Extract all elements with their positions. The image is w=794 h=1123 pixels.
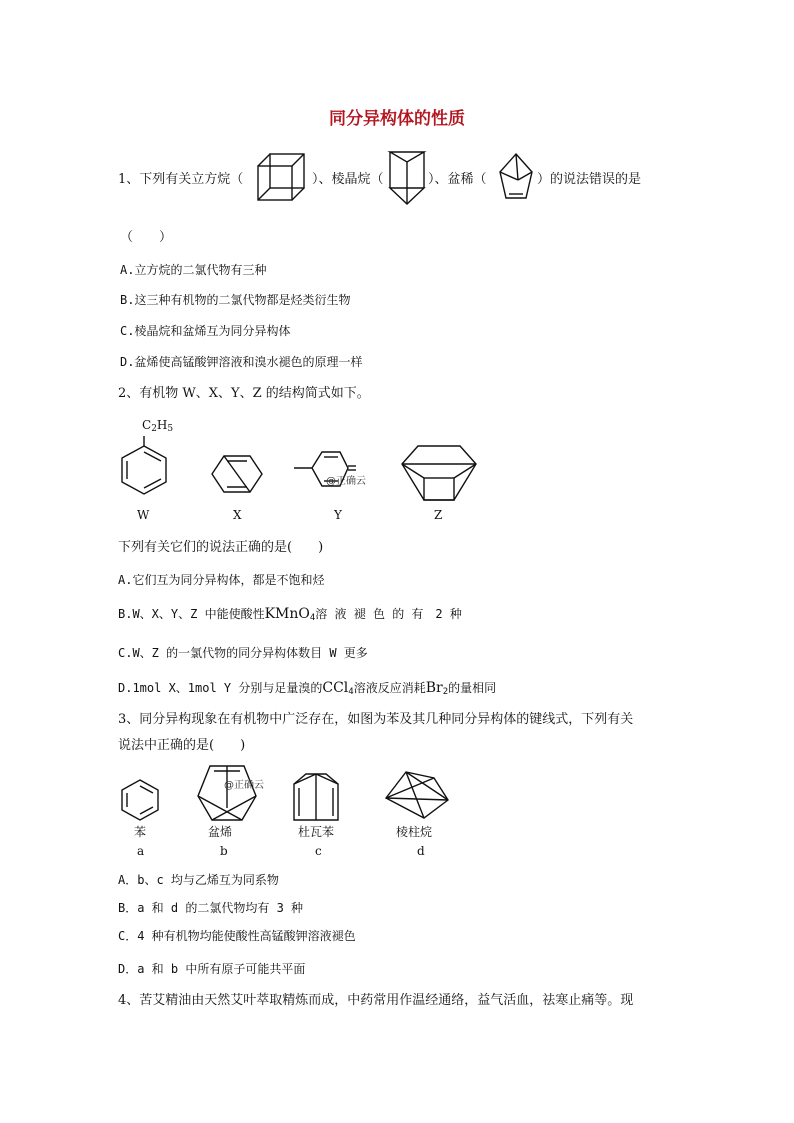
q1-stem-part1: 1、下列有关立方烷（: [118, 172, 244, 187]
letter-a: a: [137, 844, 145, 858]
letter-d: d: [417, 844, 425, 858]
label-z: Z: [434, 508, 443, 522]
q2-stem: 2、有机物 W、X、Y、Z 的结构简式如下。: [118, 386, 370, 401]
q1-answer-parentheses: （ ）: [120, 230, 173, 245]
q1-stem-part2: ）、棱晶烷（: [312, 172, 384, 187]
label-x: X: [233, 508, 242, 522]
structure-x: [210, 452, 264, 496]
structure-y: [294, 446, 366, 498]
q2-option-d: D.1mol X、1mol Y 分别与足量溴的CCl$_4$溶液反应消耗$Br_2$的量相同: [118, 680, 497, 697]
label-y: Y: [334, 508, 342, 522]
q2-option-c: C.W、Z 的一氯代物的同分异构体数目 W 更多: [118, 646, 368, 660]
q1-stem-part3: ）、盆稀（: [428, 172, 487, 187]
q3-option-d: D．a 和 b 中所有原子可能共平面: [118, 962, 306, 976]
label-w: W: [137, 508, 150, 522]
q1-option-a: A.立方烷的二氯代物有三种: [120, 263, 267, 277]
q1-stem-part4: ）的说法错误的是: [537, 172, 642, 187]
page-title: 同分异构体的性质: [329, 109, 465, 129]
q1-option-d: D.盆烯使高锰酸钾溶液和溴水褪色的原理一样: [120, 355, 363, 369]
cubane-structure: [256, 152, 306, 204]
structure-w: [118, 436, 170, 496]
watermark-text-2: @正确云: [224, 780, 264, 791]
structure-z: [400, 444, 478, 502]
letter-c: c: [315, 844, 322, 858]
q3-option-b: B．a 和 d 的二氯代物均有 3 种: [118, 901, 304, 915]
name-b: 盆烯: [208, 825, 233, 839]
q2-question: 下列有关它们的说法正确的是( ): [118, 540, 324, 555]
q1-option-c: C.棱晶烷和盆烯互为同分异构体: [120, 324, 291, 338]
q1-option-b: B.这三种有机物的二氯代物都是烃类衍生物: [120, 293, 351, 307]
letter-b: b: [220, 844, 228, 858]
prismane-structure: [388, 148, 426, 208]
prismane-d-structure: [384, 770, 450, 820]
benzene-a-structure: [120, 778, 160, 822]
q2-option-b: B.W、X、Y、Z 中能使酸性KMnO$_4$溶 液 褪 色 的 有 2 种: [118, 606, 462, 623]
watermark-text: @正确云: [326, 476, 366, 487]
q3-stem-line1: 3、同分异构现象在有机物中广泛存在，如图为苯及其几种同分异构体的键线式，下列有关: [118, 712, 634, 727]
ethyl-substituent-label: $C_2H_5$: [142, 418, 174, 434]
q3-option-c: C．4 种有机物均能使酸性高锰酸钾溶液褪色: [118, 929, 356, 943]
q3-option-a: A．b、c 均与乙烯互为同系物: [118, 873, 279, 887]
q3-stem-line2: 说法中正确的是( ): [118, 738, 246, 753]
name-c: 杜瓦苯: [298, 825, 335, 839]
benzvalene-b-structure: [196, 762, 264, 822]
q2-option-a: A.它们互为同分异构体，都是不饱和烃: [118, 573, 325, 587]
q4-stem: 4、苦艾精油由天然艾叶萃取精炼而成，中药常用作温经通络，益气活血，祛寒止痛等。现: [118, 993, 634, 1008]
benzvalene-structure: [498, 152, 534, 204]
name-a: 苯: [134, 825, 147, 839]
name-d: 棱柱烷: [396, 825, 433, 839]
dewar-benzene-c-structure: [292, 772, 340, 822]
